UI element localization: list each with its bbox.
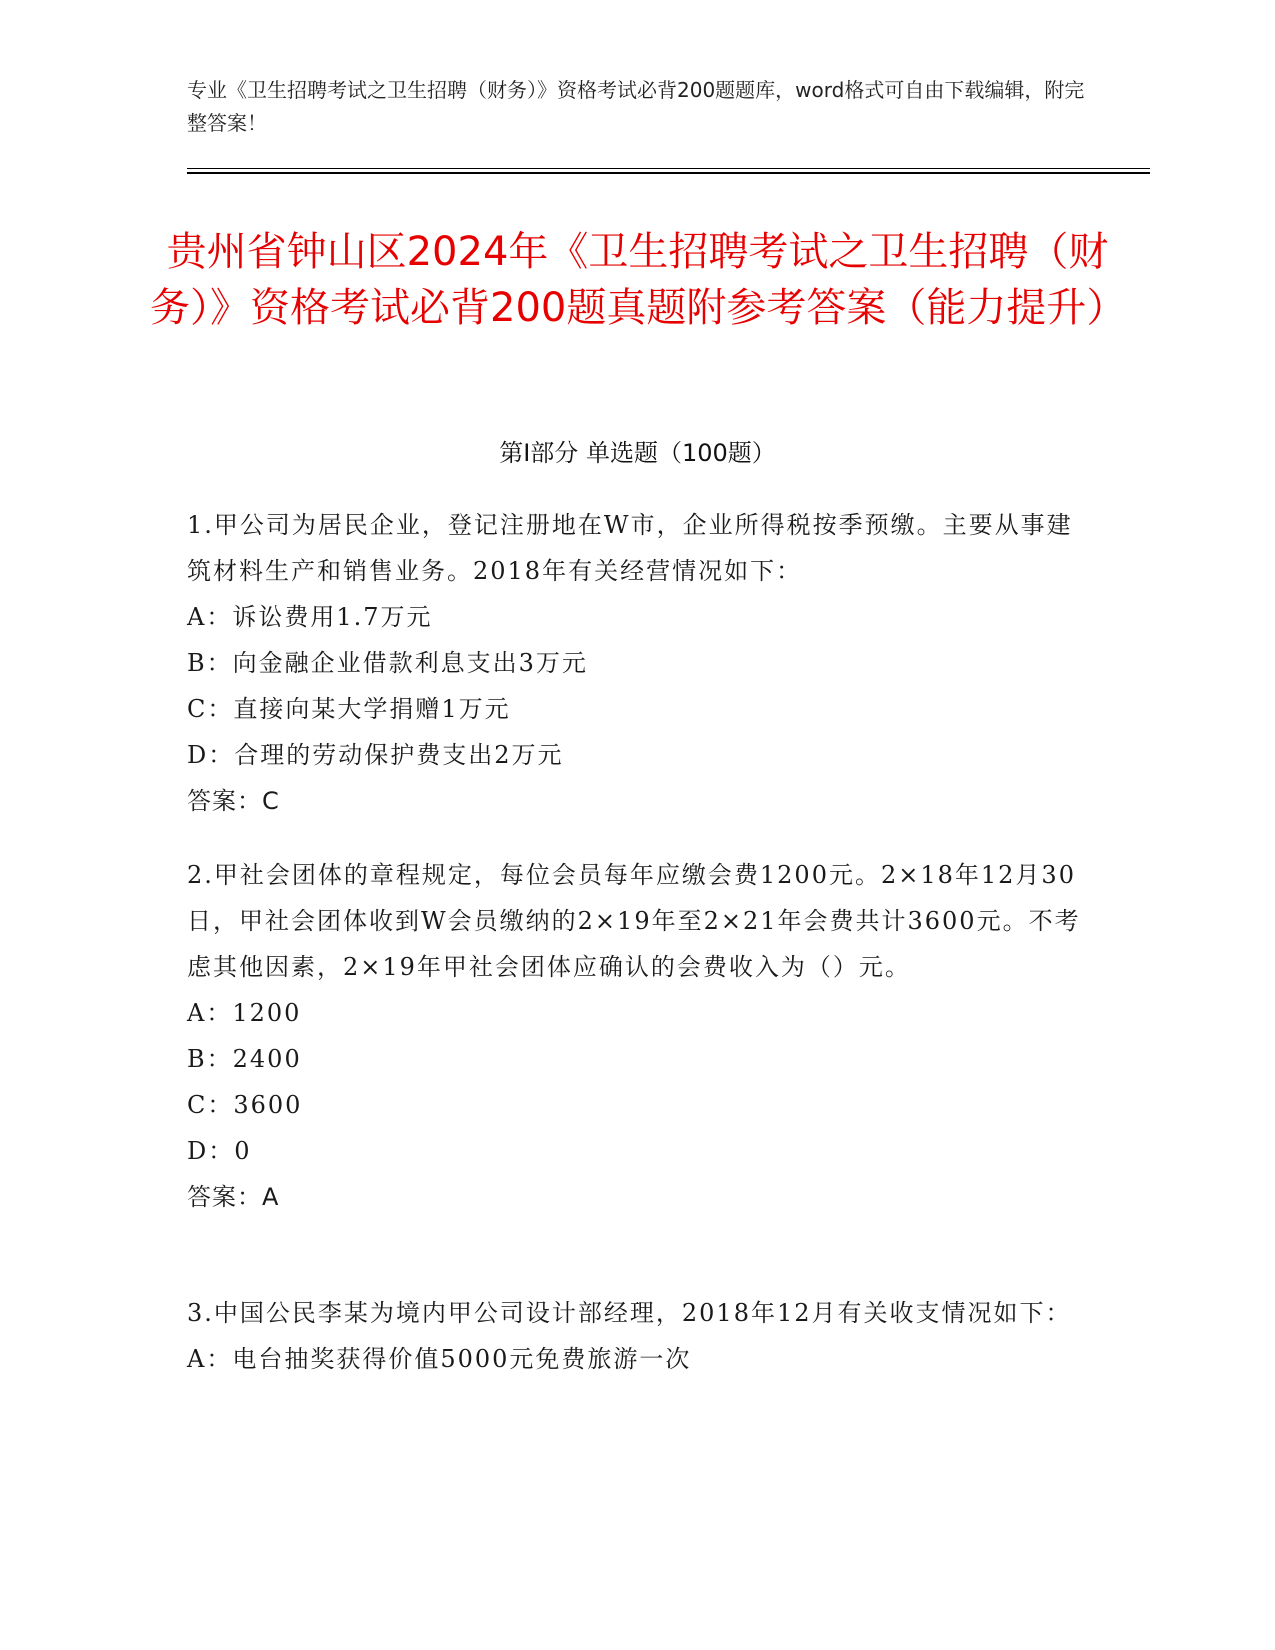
header-divider-thick bbox=[187, 172, 1150, 174]
option-a: A：电台抽奖获得价值5000元免费旅游一次 bbox=[187, 1345, 692, 1373]
question-3 bbox=[187, 1290, 1087, 1382]
header-note: 专业《卫生招聘考试之卫生招聘（财务）》资格考试必背200题题库，word格式可自由下载编辑，附完整答案！ bbox=[187, 78, 1085, 135]
document-title: 贵州省钟山区2024年《卫生招聘考试之卫生招聘（财务）》资格考试必背200题真题附参考答案（能力提升） bbox=[150, 229, 1127, 331]
option-d: D：合理的劳动保护费支出2万元 bbox=[187, 741, 564, 769]
answer-label: 答案：A bbox=[187, 1183, 280, 1211]
question-stem: 1.甲公司为居民企业，登记注册地在W市，企业所得税按季预缴。主要从事建筑材料生产和销售业务。2018年有关经营情况如下： bbox=[187, 511, 1073, 585]
option-b: B：向金融企业借款利息支出3万元 bbox=[187, 649, 588, 677]
answer-label: 答案：C bbox=[187, 787, 280, 815]
option-a: A：诉讼费用1.7万元 bbox=[187, 603, 433, 631]
option-b: B：2400 bbox=[187, 1045, 302, 1073]
question-stem: 2.甲社会团体的章程规定，每位会员每年应缴会费1200元。2×18年12月30日，甲社会团体收到W会员缴纳的2×19年至2×21年会费共计3600元。不考虑其他因素，2×19年甲社会团体应确认的会费收入为（）元。 bbox=[187, 861, 1081, 981]
question-stem: 3.中国公民李某为境内甲公司设计部经理，2018年12月有关收支情况如下： bbox=[187, 1299, 1072, 1327]
option-d: D：0 bbox=[187, 1137, 252, 1165]
section-heading: 第Ⅰ部分 单选题（100题） bbox=[499, 439, 776, 467]
header-divider-thin bbox=[187, 168, 1150, 169]
question-1 bbox=[187, 502, 1087, 824]
question-2 bbox=[187, 852, 1087, 1220]
option-c: C：3600 bbox=[187, 1091, 303, 1119]
option-a: A：1200 bbox=[187, 999, 302, 1027]
option-c: C：直接向某大学捐赠1万元 bbox=[187, 695, 511, 723]
